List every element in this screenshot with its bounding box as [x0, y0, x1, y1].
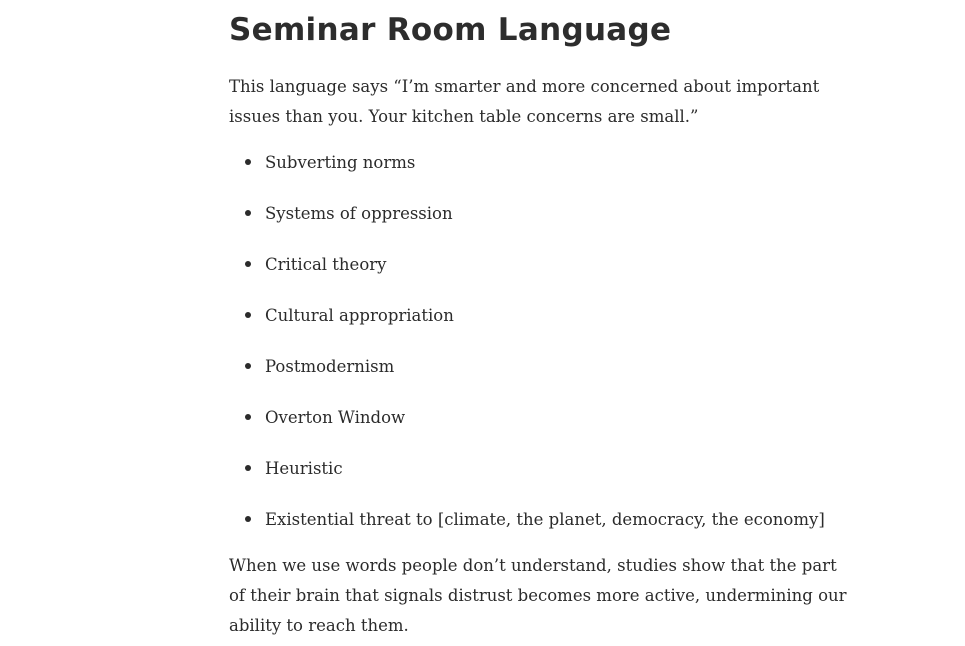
bullet-icon: [245, 312, 251, 318]
bullet-icon: [245, 465, 251, 471]
section-heading: Seminar Room Language: [229, 12, 672, 48]
bullet-icon: [245, 363, 251, 369]
list-item: [229, 403, 849, 433]
list-item: [229, 199, 849, 229]
list-item-text: Subverting norms: [265, 153, 416, 172]
list-item: [229, 148, 849, 178]
list-item-text: Cultural appropriation: [265, 306, 454, 325]
bullet-icon: [245, 261, 251, 267]
closing-paragraph: When we use words people don’t understand, studies show that the part of their brain that signals distrust becomes more active, undermining our ability to reach them.: [229, 556, 847, 635]
list-item: [229, 505, 849, 535]
bullet-icon: [245, 414, 251, 420]
article-body: [229, 0, 849, 641]
list-item-text: Existential threat to [climate, the planet, democracy, the economy]: [265, 510, 825, 529]
list-item-text: Overton Window: [265, 408, 406, 427]
list-item-text: Heuristic: [265, 459, 343, 478]
bullet-icon: [245, 516, 251, 522]
bullet-icon: [245, 210, 251, 216]
list-item-text: Systems of oppression: [265, 204, 453, 223]
list-item: [229, 250, 849, 280]
list-item-text: Postmodernism: [265, 357, 395, 376]
intro-paragraph: This language says “I’m smarter and more concerned about important issues than you. Your kitchen table concerns are small.”: [229, 77, 820, 126]
term-list: [229, 148, 849, 535]
list-item-text: Critical theory: [265, 255, 387, 274]
list-item: [229, 301, 849, 331]
list-item: [229, 352, 849, 382]
bullet-icon: [245, 159, 251, 165]
list-item: [229, 454, 849, 484]
